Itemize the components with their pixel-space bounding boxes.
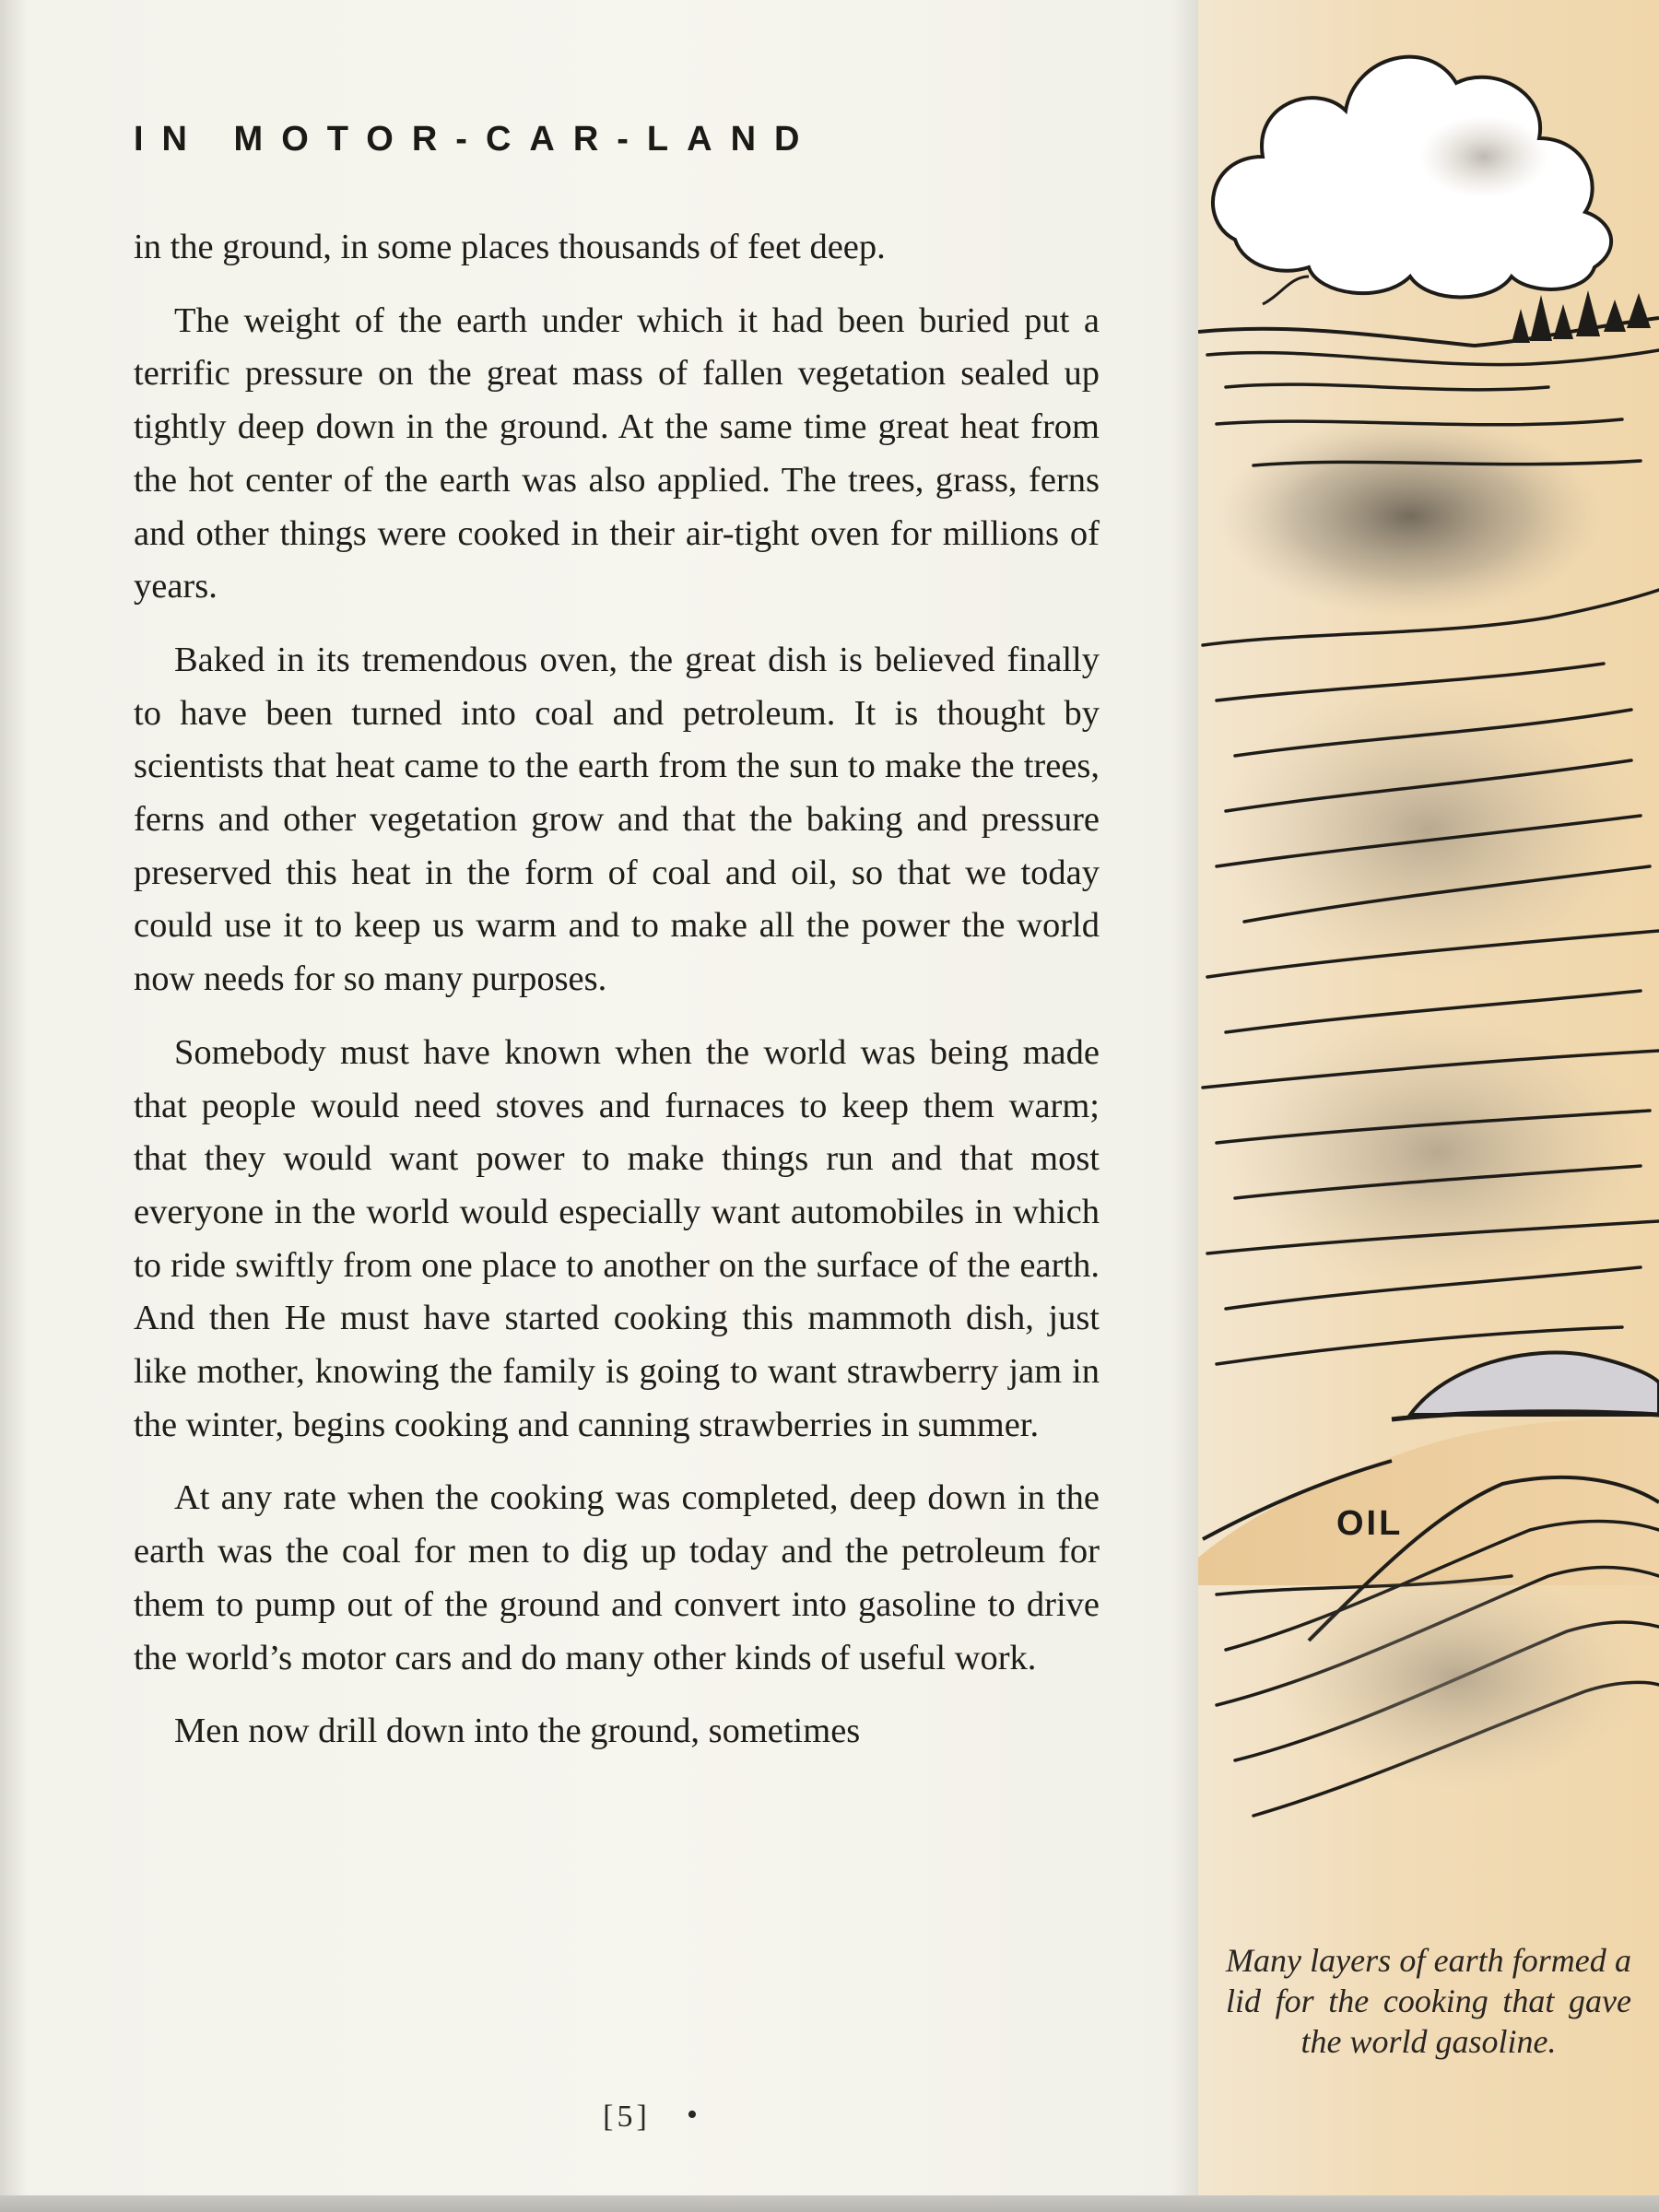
gutter-shadow [1171,0,1198,2212]
body-text [134,221,1100,1779]
paragraph-4: Somebody must have known when the world was being made that people would need stoves and furnaces to keep them warm; that they would want power to make things run and that most everyone in the world would especially want automobiles in which to ride swiftly from one place to another on the surface of the earth. And then He must have started cooking this mammoth dish, just like mother, knowing the family is going to want strawberry jam in the winter, begins cooking and canning strawberries in summer. [134,1032,1100,1444]
paragraph-3: Baked in its tremendous oven, the great dish is believed finally to have been turned into coal and petroleum. It is thought by scientists that heat came to the earth from the sun to make the trees, ferns and other vegetation grow and that the baking and pressure preserved this heat in the form of coal and oil, so that we today could use it to keep us warm and to make all the power the world now needs for so many purposes. [134,640,1100,999]
paragraph-2: The weight of the earth under which it had been buried put a terrific pressure on the great mass of fallen vegetation sealed up tightly deep down in the ground. At the same time great heat from the hot center of the earth was also applied. The trees, grass, ferns and other things were cooked in their air-tight oven for millions of years. [134,300,1100,606]
cloud-shading [1419,115,1548,198]
smoke-trail [1263,276,1309,304]
paragraph-6: Men now drill down into the ground, sometimes [174,1712,861,1751]
strata-shading-1 [1217,682,1641,977]
paragraph-5: At any rate when the cooking was completed, deep down in the earth was the coal for men to dig up today and the petroleum for them to pump out of the ground and convert into gasoline to drive the world’s motor cars and do many other kinds of useful work. [134,1478,1100,1677]
paragraph-1: in the ground, in some places thousands of feet deep. [134,228,886,266]
earth-layers-illustration [1198,0,1659,1917]
running-head: IN MOTOR-CAR-LAND [134,120,818,159]
oil-pocket [1198,1419,1659,1585]
lower-strata-shading [1272,1567,1641,1788]
page-number: [5] [603,2100,651,2134]
oil-label: OIL [1336,1504,1404,1543]
page-number-dot: • [687,2098,698,2132]
cloud-shape [1213,57,1611,298]
tree-silhouettes [1512,290,1651,343]
coal-seam-shading [1217,415,1604,618]
gas-dome [1410,1353,1659,1415]
illustration-caption: Many layers of earth formed a lid for the cooking that gave the world gasoline. [1226,1942,1631,2060]
page-bottom-edge [0,2195,1659,2212]
